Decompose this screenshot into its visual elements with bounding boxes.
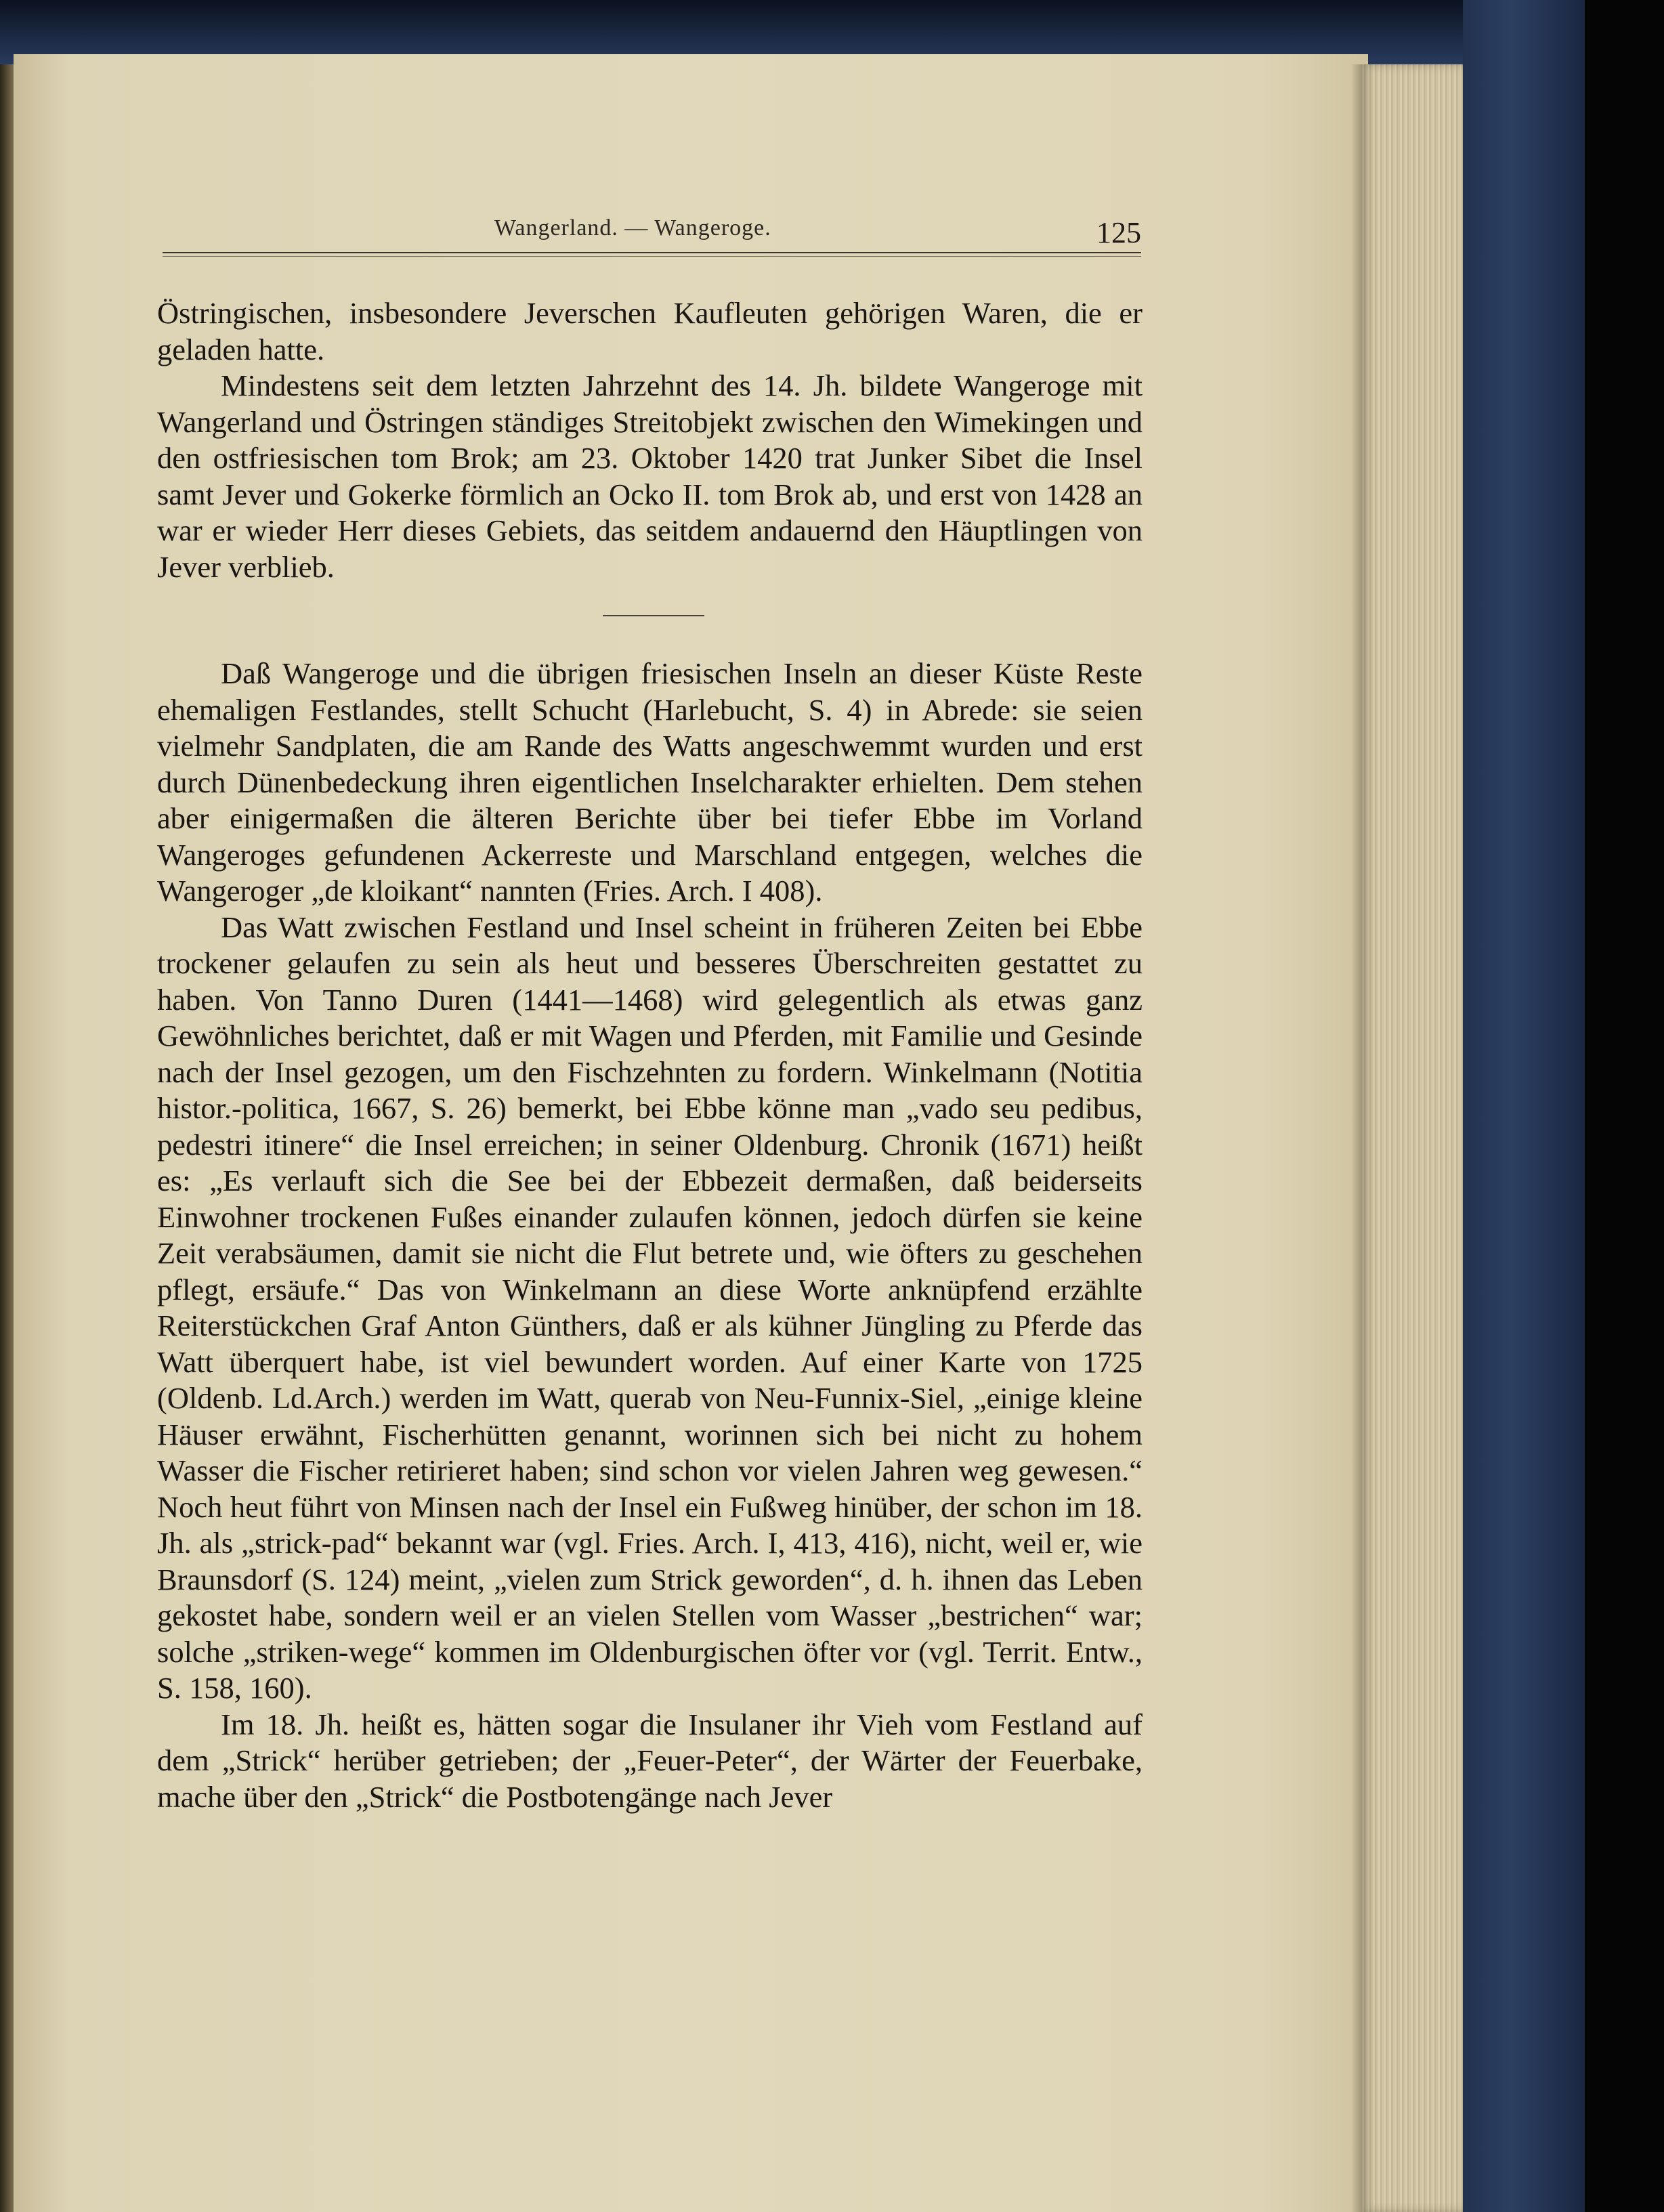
header-rule xyxy=(163,252,1141,253)
paragraph: Östringischen, insbesondere Jeverschen Kaufleuten gehörigen Waren, die er geladen hatte. xyxy=(157,296,1143,366)
section-2 xyxy=(157,656,1143,1815)
book-fore-edge xyxy=(1361,64,1463,2212)
page-number: 125 xyxy=(1096,216,1141,249)
paragraph: Im 18. Jh. heißt es, hätten sogar die Insulaner ihr Vieh vom Festland auf dem „Strick“ herüber getrieben; der „Feuer-Peter“, der Wärter der Feuerbake, mache über den „Strick“ die Postbotengänge nach Jever xyxy=(157,1707,1143,1814)
page-header xyxy=(163,203,1141,257)
paragraph: Das Watt zwischen Festland und Insel scheint in früheren Zeiten bei Ebbe trockener gelaufen zu sein als heut und besseres Überschreiten gestattet zu haben. Von Tanno Duren (1441—1468) wird gelegentlich als etwas ganz Gewöhnliches berichtet, daß er mit Wagen und Pferden, mit Familie und Gesinde nach der Insel gezogen, um den Fischzehnten zu fordern. Winkelmann (Notitia histor.-politica, 1667, S. 26) bemerkt, bei Ebbe könne man „vado seu pedibus, pedestri itinere“ die Insel erreichen; in seiner Oldenburg. Chronik (1671) heißt es: „Es verlauft sich die See bei der Ebbezeit dermaßen, daß beiderseits Einwohner trockenen Fußes einander zulaufen können, jedoch dürfen sie keine Zeit verabsäumen, damit sie nicht die Flut betrete und, wie öfters zu geschehen pflegt, ersäufe.“ Das von Winkelmann an diese Worte anknüpfend erzählte Reiterstückchen Graf Anton Günthers, daß er als kühner Jüngling zu Pferde das Watt überquert habe, ist viel bewundert worden. Auf einer Karte von 1725 (Oldenb. Ld.Arch.) werden im Watt, querab von Neu-Funnix-Siel, „einige kleine Häuser erwähnt, Fischerhütten genannt, worinnen sich bei nicht zu hohem Wasser die Fischer retirieret haben; sind schon vor vielen Jahren weg gewesen.“ Noch heut führt von Minsen nach der Insel ein Fußweg hinüber, der schon im 18. Jh. als „strick-pad“ bekannt war (vgl. Fries. Arch. I, 413, 416), nicht, weil er, wie Braunsdorf (S. 124) meint, „vielen zum Strick geworden“, d. h. ihnen das Leben gekostet habe, sondern weil er an vielen Stellen vom Wasser „bestrichen“ war; solche „striken-wege“ kommen im Oldenburgischen öfter vor (vgl. Territ. Entw., S. 158, 160). xyxy=(157,910,1143,1705)
paragraph: Mindestens seit dem letzten Jahrzehnt des 14. Jh. bildete Wangeroge mit Wangerland und Östringen ständiges Streitobjekt zwischen den Wimekingen und den ostfriesischen tom Brok; am 23. Oktober 1420 trat Junker Sibet die Insel samt Jever und Gokerke förmlich an Ocko II. tom Brok ab, und erst von 1428 an war er wieder Herr dieses Gebiets, das seitdem andauernd den Häuptlingen von Jever verblieb. xyxy=(157,368,1143,584)
header-rule-thin xyxy=(163,256,1141,257)
book-binding-right xyxy=(1463,0,1585,2212)
running-title: Wangerland. — Wangeroge. xyxy=(494,215,771,240)
paragraph: Daß Wangeroge und die übrigen friesischen Inseln an dieser Küste Reste ehemaligen Festlandes, stellt Schucht (Harlebucht, S. 4) in Abrede: sie seien vielmehr Sandplaten, die am Rande des Watts angeschwemmt wurden und erst durch Dünenbedeckung ihren eigentlichen Inselcharakter erhielten. Dem stehen aber einigermaßen die älteren Berichte über bei tiefer Ebbe im Vorland Wangeroges gefundenen Ackerreste und Marschland entgegen, welches die Wangeroger „de kloikant“ nannten (Fries. Arch. I 408). xyxy=(157,656,1143,908)
background-shadow xyxy=(1585,0,1664,2212)
section-separator xyxy=(603,615,704,616)
section-1 xyxy=(157,295,1143,585)
